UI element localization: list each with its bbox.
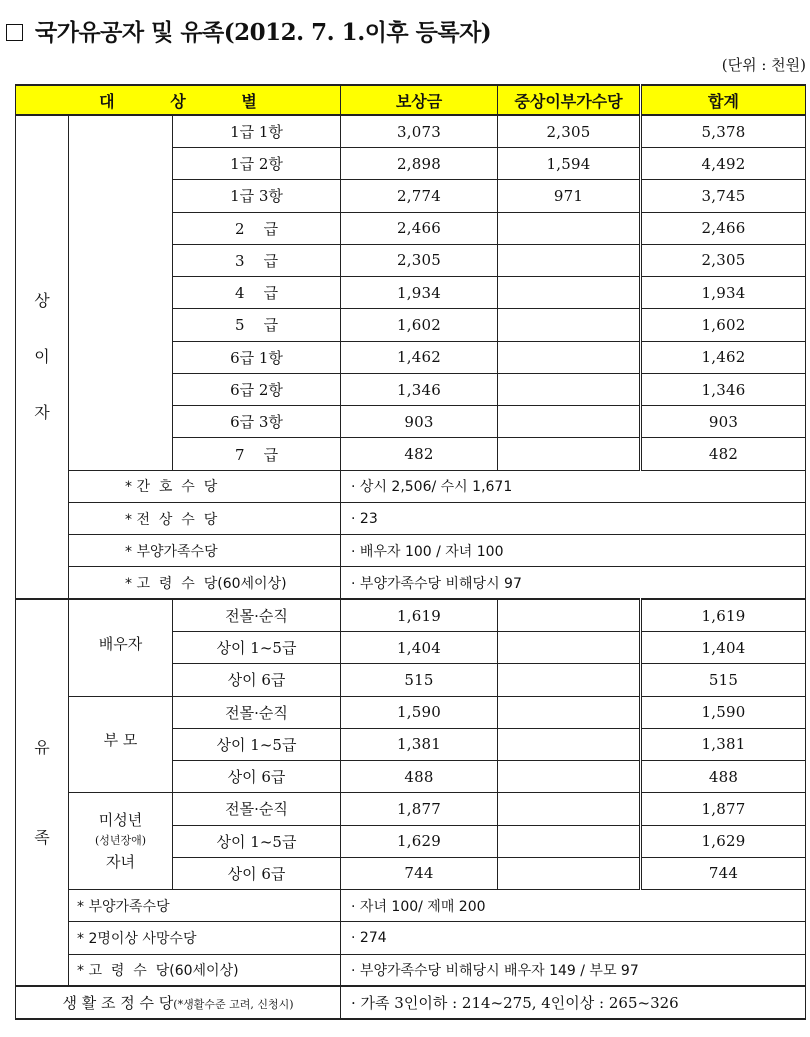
injured-grade: 5 급 bbox=[173, 309, 341, 341]
injured-allowance-desc: · 부양가족수당 비해당시 97 bbox=[341, 567, 806, 599]
injured-compensation: 1,934 bbox=[341, 277, 498, 309]
bereaved-relation bbox=[69, 793, 173, 890]
bereaved-total: 1,629 bbox=[641, 825, 806, 857]
page-title bbox=[6, 14, 491, 47]
bereaved-type: 상이 1~5급 bbox=[173, 728, 341, 760]
bereaved-group-label-char: 유 bbox=[34, 737, 50, 757]
injured-group-label-char: 이 bbox=[34, 347, 50, 367]
injured-extra-allowance: 1,594 bbox=[498, 148, 641, 180]
injured-total: 4,492 bbox=[641, 148, 806, 180]
bereaved-relation-note: (성년장애) bbox=[94, 834, 147, 848]
bereaved-compensation: 1,381 bbox=[341, 728, 498, 760]
injured-allowance-row bbox=[16, 502, 806, 534]
injured-allowance-row bbox=[16, 535, 806, 567]
living-allowance-desc: · 가족 3인이하 : 214~275, 4인이상 : 265~326 bbox=[341, 986, 806, 1019]
bereaved-relation bbox=[69, 696, 173, 793]
living-allowance-label-note: (*생활수준 고려, 신청시) bbox=[173, 998, 294, 1012]
page-title-text: 국가유공자 및 유족(2012. 7. 1.이후 등록자) bbox=[35, 19, 492, 46]
injured-grade: 1급 2항 bbox=[173, 148, 341, 180]
bereaved-total: 1,381 bbox=[641, 728, 806, 760]
bereaved-total: 744 bbox=[641, 857, 806, 889]
injured-total: 1,346 bbox=[641, 373, 806, 405]
injured-grade: 1급 1항 bbox=[173, 115, 341, 147]
bereaved-compensation: 1,629 bbox=[341, 825, 498, 857]
injured-compensation: 2,305 bbox=[341, 244, 498, 276]
bereaved-relation-name: 미성년 bbox=[98, 811, 143, 830]
bereaved-compensation: 1,404 bbox=[341, 632, 498, 664]
injured-compensation: 903 bbox=[341, 406, 498, 438]
bereaved-extra-allowance bbox=[498, 728, 641, 760]
injured-grade: 6급 2항 bbox=[173, 373, 341, 405]
table-body bbox=[16, 85, 806, 1019]
injured-grade: 4 급 bbox=[173, 277, 341, 309]
compensation-table bbox=[15, 84, 806, 1020]
injured-compensation: 3,073 bbox=[341, 115, 498, 147]
bereaved-total: 515 bbox=[641, 664, 806, 696]
injured-total: 1,934 bbox=[641, 277, 806, 309]
living-allowance-label-text: 생 활 조 정 수 당 bbox=[62, 994, 174, 1013]
injured-compensation: 2,774 bbox=[341, 180, 498, 212]
bereaved-row bbox=[16, 793, 806, 825]
injured-grade: 6급 1항 bbox=[173, 341, 341, 373]
bereaved-row bbox=[16, 696, 806, 728]
bereaved-type: 전몰·순직 bbox=[173, 793, 341, 825]
bereaved-allowance-desc: · 자녀 100/ 제매 200 bbox=[341, 890, 806, 922]
bereaved-allowance-label: * 2명이상 사망수당 bbox=[69, 922, 341, 954]
injured-total: 5,378 bbox=[641, 115, 806, 147]
injured-group-label-char: 자 bbox=[34, 403, 50, 423]
living-allowance-label bbox=[16, 986, 341, 1019]
bereaved-allowance-row bbox=[16, 954, 806, 986]
injured-total: 2,466 bbox=[641, 212, 806, 244]
bereaved-allowance-label: * 부양가족수당 bbox=[69, 890, 341, 922]
injured-compensation: 2,898 bbox=[341, 148, 498, 180]
injured-compensation: 1,346 bbox=[341, 373, 498, 405]
injured-extra-allowance bbox=[498, 309, 641, 341]
bereaved-compensation: 1,619 bbox=[341, 599, 498, 631]
header-compensation: 보상금 bbox=[341, 85, 498, 115]
bereaved-extra-allowance bbox=[498, 696, 641, 728]
bereaved-allowance-label: * 고 령 수 당(60세이상) bbox=[69, 954, 341, 986]
bereaved-extra-allowance bbox=[498, 599, 641, 631]
bereaved-type: 상이 6급 bbox=[173, 664, 341, 696]
injured-allowance-desc: · 배우자 100 / 자녀 100 bbox=[341, 535, 806, 567]
injured-allowance-label: * 고 령 수 당(60세이상) bbox=[69, 567, 341, 599]
injured-allowance-label: * 전 상 수 당 bbox=[69, 502, 341, 534]
living-allowance-row bbox=[16, 986, 806, 1019]
injured-compensation: 482 bbox=[341, 438, 498, 470]
header-row bbox=[16, 85, 806, 115]
injured-extra-allowance bbox=[498, 438, 641, 470]
bereaved-type: 전몰·순직 bbox=[173, 696, 341, 728]
injured-compensation: 1,462 bbox=[341, 341, 498, 373]
bereaved-total: 1,619 bbox=[641, 599, 806, 631]
injured-extra-allowance bbox=[498, 341, 641, 373]
bereaved-compensation: 488 bbox=[341, 761, 498, 793]
injured-total: 482 bbox=[641, 438, 806, 470]
bereaved-type: 상이 1~5급 bbox=[173, 825, 341, 857]
injured-allowance-label: * 부양가족수당 bbox=[69, 535, 341, 567]
bereaved-compensation: 744 bbox=[341, 857, 498, 889]
injured-grade: 1급 3항 bbox=[173, 180, 341, 212]
injured-group-label bbox=[16, 115, 69, 599]
bereaved-type: 상이 1~5급 bbox=[173, 632, 341, 664]
bereaved-compensation: 1,877 bbox=[341, 793, 498, 825]
injured-allowance-row bbox=[16, 567, 806, 599]
injured-compensation: 2,466 bbox=[341, 212, 498, 244]
bereaved-extra-allowance bbox=[498, 857, 641, 889]
injured-total: 1,602 bbox=[641, 309, 806, 341]
bereaved-compensation: 515 bbox=[341, 664, 498, 696]
injured-extra-allowance: 971 bbox=[498, 180, 641, 212]
bereaved-total: 1,877 bbox=[641, 793, 806, 825]
bereaved-extra-allowance bbox=[498, 793, 641, 825]
injured-grade: 2 급 bbox=[173, 212, 341, 244]
injured-grade: 3 급 bbox=[173, 244, 341, 276]
checkbox-square-icon bbox=[6, 24, 23, 41]
bereaved-type: 전몰·순직 bbox=[173, 599, 341, 631]
injured-total: 903 bbox=[641, 406, 806, 438]
injured-allowance-row bbox=[16, 470, 806, 502]
bereaved-type: 상이 6급 bbox=[173, 857, 341, 889]
injured-grade-row bbox=[16, 115, 806, 147]
bereaved-group-label-char: 족 bbox=[34, 827, 50, 847]
injured-extra-allowance bbox=[498, 373, 641, 405]
injured-extra-allowance bbox=[498, 244, 641, 276]
injured-compensation: 1,602 bbox=[341, 309, 498, 341]
bereaved-extra-allowance bbox=[498, 632, 641, 664]
bereaved-total: 1,590 bbox=[641, 696, 806, 728]
bereaved-row bbox=[16, 599, 806, 631]
injured-allowance-desc: · 23 bbox=[341, 502, 806, 534]
bereaved-total: 1,404 bbox=[641, 632, 806, 664]
bereaved-allowance-desc: · 부양가족수당 비해당시 배우자 149 / 부모 97 bbox=[341, 954, 806, 986]
injured-extra-allowance bbox=[498, 406, 641, 438]
bereaved-relation bbox=[69, 599, 173, 696]
injured-extra-allowance bbox=[498, 277, 641, 309]
injured-grade: 7 급 bbox=[173, 438, 341, 470]
unit-note: (단위 : 천원) bbox=[721, 56, 806, 74]
header-total: 합계 bbox=[641, 85, 806, 115]
injured-total: 3,745 bbox=[641, 180, 806, 212]
bereaved-extra-allowance bbox=[498, 825, 641, 857]
injured-allowance-desc: · 상시 2,506/ 수시 1,671 bbox=[341, 470, 806, 502]
bereaved-relation-name: 부 모 bbox=[103, 731, 138, 750]
injured-group-label-char: 상 bbox=[34, 291, 50, 311]
bereaved-allowance-row bbox=[16, 922, 806, 954]
injured-extra-allowance: 2,305 bbox=[498, 115, 641, 147]
header-extra-allowance: 중상이부가수당 bbox=[498, 85, 641, 115]
header-category: 대 상 별 bbox=[16, 85, 341, 115]
injured-blank-cell bbox=[69, 115, 173, 470]
bereaved-type: 상이 6급 bbox=[173, 761, 341, 793]
injured-total: 1,462 bbox=[641, 341, 806, 373]
bereaved-total: 488 bbox=[641, 761, 806, 793]
injured-allowance-label: * 간 호 수 당 bbox=[69, 470, 341, 502]
bereaved-compensation: 1,590 bbox=[341, 696, 498, 728]
bereaved-allowance-desc: · 274 bbox=[341, 922, 806, 954]
injured-extra-allowance bbox=[498, 212, 641, 244]
bereaved-extra-allowance bbox=[498, 761, 641, 793]
injured-total: 2,305 bbox=[641, 244, 806, 276]
bereaved-relation-name: 배우자 bbox=[98, 634, 143, 653]
bereaved-allowance-row bbox=[16, 890, 806, 922]
bereaved-extra-allowance bbox=[498, 664, 641, 696]
bereaved-group-label bbox=[16, 599, 69, 986]
bereaved-relation-name-suffix: 자녀 bbox=[106, 853, 135, 872]
injured-grade: 6급 3항 bbox=[173, 406, 341, 438]
